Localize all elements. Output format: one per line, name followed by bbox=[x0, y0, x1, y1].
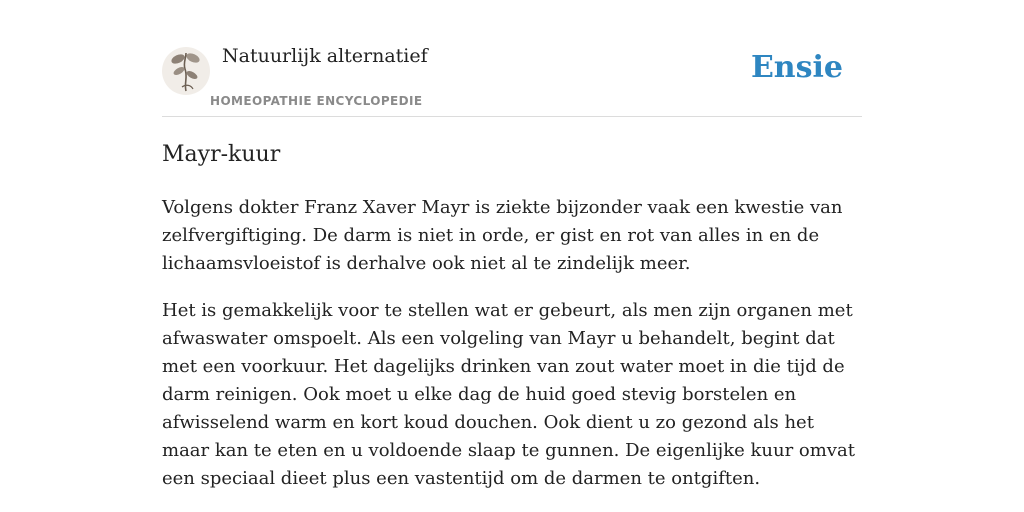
article-title: Mayr-kuur bbox=[162, 142, 281, 167]
article-paragraph: Het is gemakkelijk voor te stellen wat er gebeurt, als men zijn organen met afwaswater omspoelt. Als een volgeling van Mayr u behandelt, begint dat met een voorkuur. Het dagelijks drinken van zout water moet in die tijd de darm reinigen. Ook moet u elke dag de huid goed stevig borstelen en afwisselend warm en kort koud douchen. Ook dient u zo gezond als het maar kan te eten en u voldoende slaap te gunnen. De eigenlijke kuur omvat een speciaal dieet plus een vastentijd om de darmen te ontgiften. bbox=[162, 300, 855, 489]
article-paragraph: Volgens dokter Franz Xaver Mayr is ziekte bijzonder vaak een kwestie van zelfvergiftiging. De darm is niet in orde, er gist en rot van alles in en de lichaamsvloeistof is derhalve ook niet al te zindelijk meer. bbox=[162, 197, 843, 274]
site-title[interactable]: Natuurlijk alternatief bbox=[222, 45, 428, 67]
site-header bbox=[162, 0, 862, 117]
site-subtitle: HOMEOPATHIE ENCYCLOPEDIE bbox=[210, 94, 423, 108]
herb-plant-icon[interactable] bbox=[162, 47, 210, 95]
brand-logo-link[interactable]: Ensie bbox=[750, 50, 843, 85]
article bbox=[162, 140, 862, 512]
